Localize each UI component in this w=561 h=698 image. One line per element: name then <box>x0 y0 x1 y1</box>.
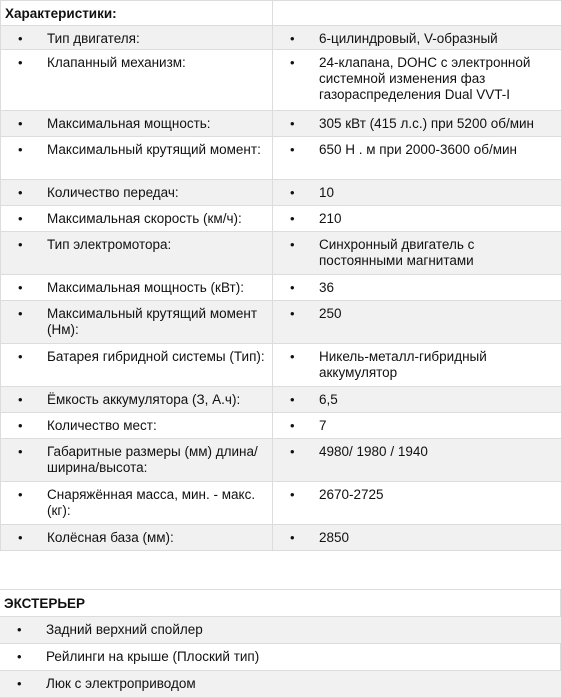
spec-value-cell <box>273 482 561 525</box>
bullet-icon: • <box>17 671 22 697</box>
spec-value-cell <box>273 413 561 439</box>
spec-label: Колёсная база (мм): <box>47 530 174 545</box>
spec-value: 210 <box>319 211 342 226</box>
spec-value: 10 <box>319 185 334 200</box>
bullet-icon: • <box>290 444 295 460</box>
spec-value-cell <box>273 206 561 232</box>
spec-label-cell <box>1 482 273 525</box>
spec-label: Тип электромотора: <box>47 237 171 252</box>
spec-value: 7 <box>319 418 327 433</box>
spec-label-cell <box>1 137 273 180</box>
spec-row <box>1 26 561 50</box>
spec-label: Габаритные размеры (мм) длина/ширина/высота: <box>47 444 258 475</box>
spec-value: 650 Н . м при 2000-3600 об/мин <box>319 142 517 157</box>
bullet-icon: • <box>18 237 23 253</box>
spec-value-cell <box>273 525 561 551</box>
spec-label-cell <box>1 111 273 137</box>
bullet-icon: • <box>18 306 23 322</box>
spec-label: Батарея гибридной системы (Тип): <box>47 349 265 364</box>
bullet-icon: • <box>290 211 295 227</box>
spec-label-cell <box>1 387 273 413</box>
spec-label-cell <box>1 232 273 275</box>
bullet-icon: • <box>17 617 22 643</box>
exterior-item-label: Рейлинги на крыше (Плоский тип) <box>46 649 259 664</box>
exterior-item-label: Люк с электроприводом <box>46 676 196 691</box>
spec-row <box>1 301 561 344</box>
spec-label: Максимальная скорость (км/ч): <box>47 211 242 226</box>
spec-value: 24-клапана, DOHC с электронной системной изменения фаз газораспределения Dual VVT-I <box>319 55 530 102</box>
exterior-title: ЭКСТЕРЬЕР <box>0 590 560 617</box>
bullet-icon: • <box>18 116 23 132</box>
spec-value-cell <box>273 111 561 137</box>
spec-row <box>1 206 561 232</box>
spec-label: Ёмкость аккумулятора (З, А.ч): <box>47 392 240 407</box>
spec-label-cell <box>1 413 273 439</box>
spec-label: Максимальный крутящий момент (Нм): <box>47 306 257 337</box>
spec-row <box>1 387 561 413</box>
bullet-icon: • <box>18 31 23 47</box>
exterior-item <box>0 644 561 671</box>
specs-header-row <box>1 1 561 26</box>
bullet-icon: • <box>290 142 295 158</box>
bullet-icon: • <box>18 487 23 503</box>
spec-value-cell <box>273 50 561 111</box>
spec-row <box>1 275 561 301</box>
spec-value-cell <box>273 344 561 387</box>
spec-value: 36 <box>319 280 334 295</box>
spec-label: Максимальная мощность: <box>47 116 211 131</box>
bullet-icon: • <box>290 185 295 201</box>
exterior-item-label: Задний верхний спойлер <box>46 622 203 637</box>
spec-row <box>1 50 561 111</box>
spec-value: 6-цилиндровый, V-образный <box>319 31 498 46</box>
bullet-icon: • <box>290 487 295 503</box>
spec-label: Клапанный механизм: <box>47 55 186 70</box>
spec-label-cell <box>1 26 273 50</box>
spec-label-cell <box>1 180 273 206</box>
spec-row <box>1 111 561 137</box>
bullet-icon: • <box>290 55 295 71</box>
spec-value: 6,5 <box>319 392 338 407</box>
spec-value-cell <box>273 301 561 344</box>
spec-value: Никель-металл-гибридный аккумулятор <box>319 349 487 380</box>
specs-header-empty <box>273 1 561 26</box>
spec-label: Тип двигателя: <box>47 31 140 46</box>
spec-row <box>1 137 561 180</box>
spec-value: 2850 <box>319 530 349 545</box>
bullet-icon: • <box>18 392 23 408</box>
spec-value: 305 кВт (415 л.с.) при 5200 об/мин <box>319 116 534 131</box>
spec-row <box>1 525 561 551</box>
spec-row <box>1 482 561 525</box>
spec-value-cell <box>273 137 561 180</box>
spec-label-cell <box>1 275 273 301</box>
exterior-item <box>0 617 561 644</box>
bullet-icon: • <box>290 280 295 296</box>
spec-value: 250 <box>319 306 342 321</box>
spec-label-cell <box>1 439 273 482</box>
spec-label: Снаряжённая масса, мин. - макс. (кг): <box>47 487 255 518</box>
bullet-icon: • <box>290 116 295 132</box>
bullet-icon: • <box>18 349 23 365</box>
exterior-item <box>0 671 561 698</box>
spec-row <box>1 344 561 387</box>
spec-row <box>1 413 561 439</box>
spec-row <box>1 439 561 482</box>
spec-label-cell <box>1 50 273 111</box>
bullet-icon: • <box>290 349 295 365</box>
spec-value-cell <box>273 232 561 275</box>
bullet-icon: • <box>290 31 295 47</box>
spec-label-cell <box>1 206 273 232</box>
specs-body <box>1 26 561 551</box>
spec-value-cell <box>273 26 561 50</box>
exterior-section <box>0 589 561 698</box>
spec-label-cell <box>1 301 273 344</box>
spec-label-cell <box>1 344 273 387</box>
bullet-icon: • <box>17 644 22 670</box>
spec-label: Количество мест: <box>47 418 157 433</box>
bullet-icon: • <box>290 530 295 546</box>
spec-label: Количество передач: <box>47 185 179 200</box>
spec-label: Максимальный крутящий момент: <box>47 142 261 157</box>
bullet-icon: • <box>18 142 23 158</box>
specs-title: Характеристики: <box>1 1 273 26</box>
bullet-icon: • <box>18 530 23 546</box>
spec-value-cell <box>273 275 561 301</box>
bullet-icon: • <box>290 392 295 408</box>
spec-value: 4980/ 1980 / 1940 <box>319 444 428 459</box>
spec-label: Максимальная мощность (кВт): <box>47 280 244 295</box>
bullet-icon: • <box>290 306 295 322</box>
bullet-icon: • <box>18 55 23 71</box>
spec-row <box>1 232 561 275</box>
bullet-icon: • <box>18 280 23 296</box>
spec-value-cell <box>273 180 561 206</box>
spec-value: 2670-2725 <box>319 487 384 502</box>
bullet-icon: • <box>290 237 295 253</box>
bullet-icon: • <box>18 444 23 460</box>
section-gap <box>0 551 561 589</box>
bullet-icon: • <box>18 418 23 434</box>
spec-row <box>1 180 561 206</box>
spec-value-cell <box>273 439 561 482</box>
bullet-icon: • <box>18 185 23 201</box>
exterior-list <box>0 617 560 698</box>
bullet-icon: • <box>18 211 23 227</box>
spec-value: Синхронный двигатель с постоянными магнитами <box>319 237 474 268</box>
bullet-icon: • <box>290 418 295 434</box>
spec-label-cell <box>1 525 273 551</box>
spec-value-cell <box>273 387 561 413</box>
